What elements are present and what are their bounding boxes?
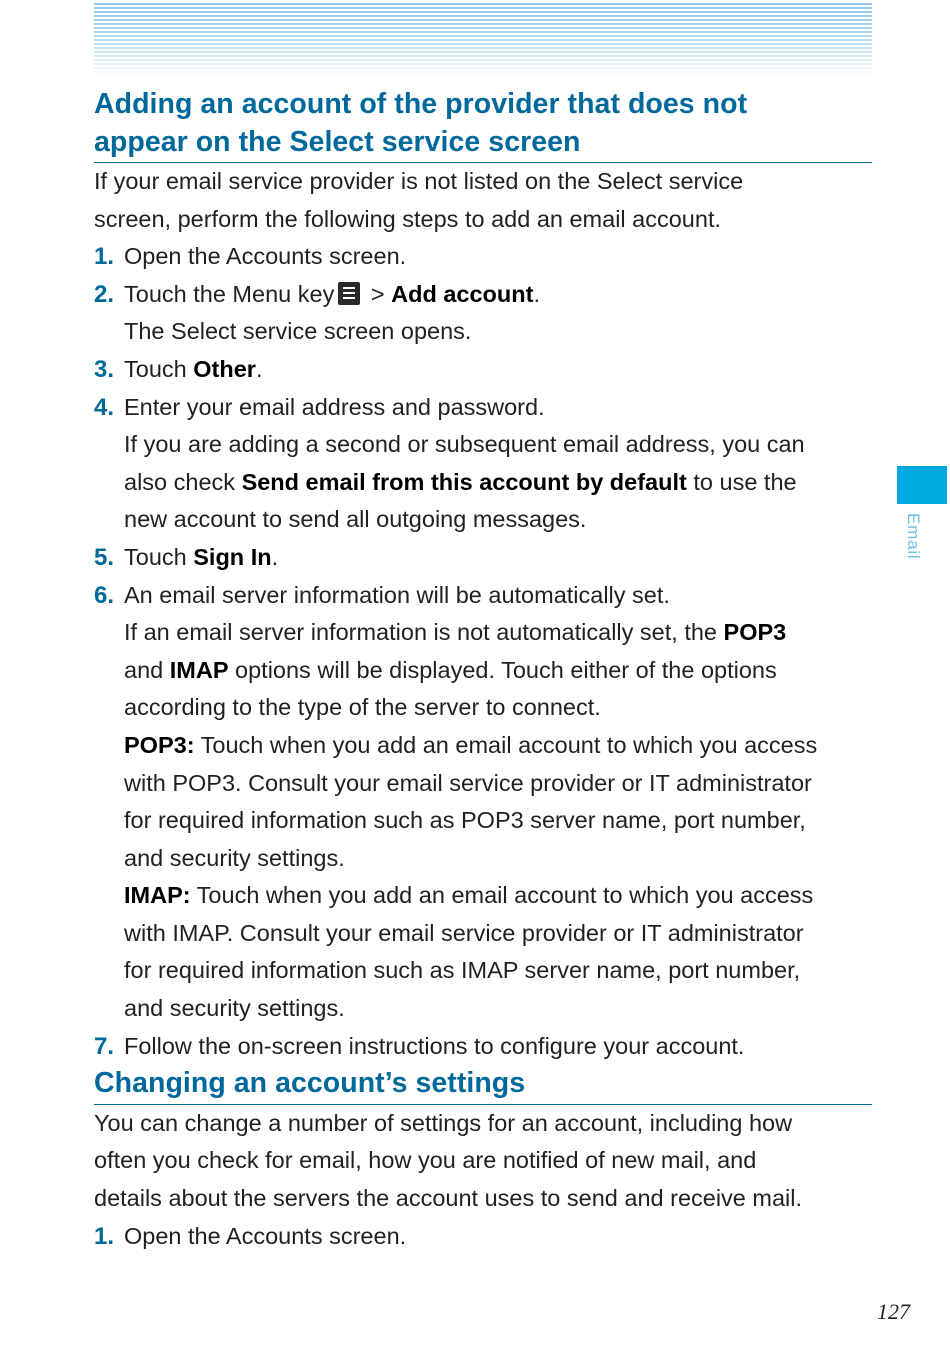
menu-key-icon (338, 282, 360, 305)
imap-line-4: and security settings. (124, 995, 345, 1022)
section-title-adding-account (94, 86, 872, 163)
pop3-line-2: with POP3. Consult your email service provider or IT administrator (124, 769, 812, 796)
pop3-label: POP3: (124, 731, 195, 758)
step-text: Touch the Menu key (124, 280, 335, 307)
section-title-line-1: Adding an account of the provider that does not (94, 88, 748, 120)
imap-inline-label: IMAP (169, 656, 229, 683)
step-note-line-2 (124, 464, 872, 502)
step-note-line-3: according to the type of the server to connect. (124, 694, 601, 721)
section2-step-item-1 (94, 1218, 872, 1256)
step-note: The Select service screen opens. (124, 318, 472, 345)
step-item-7 (94, 1028, 872, 1066)
step-item-1 (94, 238, 872, 276)
intro-line-2: often you check for email, how you are notified of new mail, and (94, 1147, 757, 1174)
section-title-changing-settings: Changing an account’s settings (94, 1065, 872, 1105)
step-number: 4. (94, 393, 115, 421)
step-note-line-1 (124, 614, 872, 652)
step-punct: . (533, 280, 540, 307)
section2-intro (94, 1105, 872, 1218)
intro-line-1: You can change a number of settings for an account, including how (94, 1109, 793, 1136)
note-text: also check (124, 468, 242, 495)
section-intro (94, 163, 872, 238)
note-text: options will be displayed. Touch either of the options (228, 656, 777, 683)
step-number: 5. (94, 543, 115, 571)
imap-line-3: for required information such as IMAP server name, port number, (124, 957, 801, 984)
step-text: Follow the on-screen instructions to configure your account. (124, 1032, 745, 1059)
pop3-text: Touch when you add an email account to which you access (194, 731, 818, 758)
section-title-line-2: appear on the Select service screen (94, 125, 581, 158)
imap-line-1 (124, 877, 872, 915)
step-item-2 (94, 276, 872, 351)
step-note-line-1: If you are adding a second or subsequent email address, you can (124, 431, 805, 458)
step-text: Enter your email address and password. (124, 393, 545, 420)
step-number: 7. (94, 1032, 115, 1060)
step-item-4 (94, 389, 872, 539)
header-stripe-fade (94, 3, 872, 75)
step-number: 1. (94, 243, 115, 271)
imap-line-2: with IMAP. Consult your email service provider or IT administrator (124, 919, 804, 946)
add-account-label: Add account (391, 280, 534, 307)
intro-line-2: screen, perform the following steps to add an email account. (94, 205, 722, 232)
chapter-tab (897, 466, 947, 504)
chapter-label: Email (904, 513, 923, 560)
section2-steps-list (94, 1218, 872, 1256)
step-number: 6. (94, 581, 115, 609)
step-item-6 (94, 577, 872, 1028)
intro-line-3: details about the servers the account uses to send and receive mail. (94, 1184, 803, 1211)
imap-label: IMAP: (124, 882, 191, 909)
send-default-label: Send email from this account by default (241, 468, 687, 495)
step-note-line-2 (124, 652, 872, 690)
note-text: to use the (686, 468, 797, 495)
pop3-line-1 (124, 727, 872, 765)
step-line (124, 276, 872, 314)
step-text: Open the Accounts screen. (124, 243, 407, 270)
step-punct: . (271, 543, 279, 570)
step-number: 3. (94, 355, 115, 383)
step-text: Touch (124, 543, 194, 570)
note-text: If an email server information is not automatically set, the (124, 619, 724, 646)
page-content (94, 86, 872, 1255)
step-number: 1. (94, 1222, 115, 1250)
pop3-line-3: for required information such as POP3 server name, port number, (124, 807, 806, 834)
imap-text: Touch when you add an email account to which you access (190, 882, 814, 909)
step-item-3 (94, 351, 872, 389)
pop3-line-4: and security settings. (124, 844, 345, 871)
step-punct: . (255, 355, 263, 382)
step-text: Open the Accounts screen. (124, 1222, 407, 1249)
page-number: 127 (877, 1299, 910, 1324)
other-label: Other (193, 355, 256, 382)
step-note-line-3: new account to send all outgoing messages. (124, 506, 587, 533)
step-text: Touch (124, 355, 194, 382)
sign-in-label: Sign In (193, 543, 272, 570)
intro-line-1: If your email service provider is not listed on the Select service (94, 168, 744, 194)
step-text: An email server information will be automatically set. (124, 581, 670, 608)
step-separator: > (364, 280, 392, 307)
note-text: and (124, 656, 170, 683)
step-item-5 (94, 539, 872, 577)
steps-list (94, 238, 872, 1065)
pop3-inline-label: POP3 (723, 619, 787, 646)
step-number: 2. (94, 280, 115, 308)
